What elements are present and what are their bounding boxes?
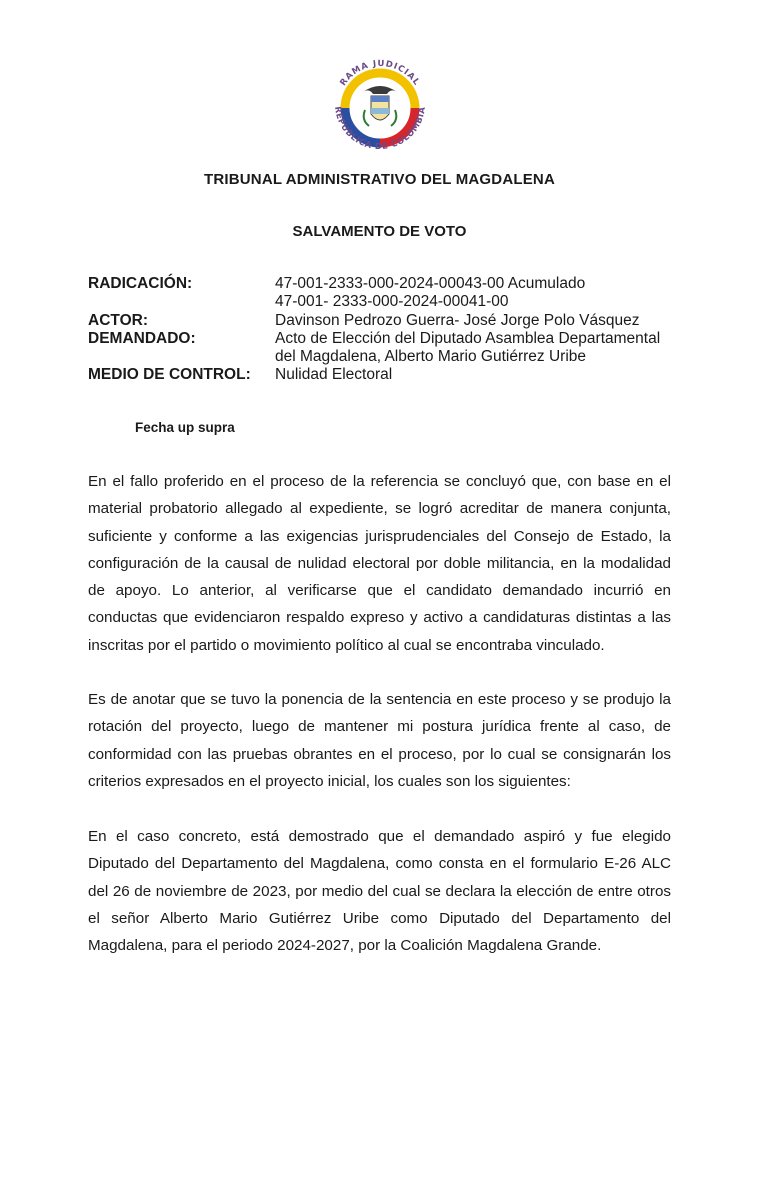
- actor-line: Davinson Pedrozo Guerra- José Jorge Polo Vásquez: [275, 311, 640, 329]
- case-info-row-actor: [88, 312, 688, 330]
- demandado-line-2: del Magdalena, Alberto Mario Gutiérrez Uribe: [275, 348, 587, 366]
- case-info-label: DEMANDADO:: [88, 329, 196, 347]
- body-paragraph-1: En el fallo proferido en el proceso de la referencia se concluyó que, con base en el material probatorio allegado al expediente, se logró acreditar de manera conjunta, suficiente y conforme a las exigencias jurisprudenciales del Consejo de Estado, la configuración de la causal de nulidad electoral por doble militancia, en la modalidad de apoyo. Lo anterior, al verificarse que el candidato demandado incurrió en conductas que evidenciaron respaldo expreso y activo a candidaturas distintas a las inscritas por el partido o movimiento político al cual se encontraba vinculado.: [88, 473, 671, 654]
- demandado-line-1: Acto de Elección del Diputado Asamblea Departamental: [275, 329, 661, 347]
- date-line: Fecha up supra: [135, 420, 235, 435]
- case-info-label: RADICACIÓN:: [88, 275, 193, 292]
- case-info-value: [275, 366, 688, 384]
- document-title: SALVAMENTO DE VOTO: [292, 223, 467, 240]
- svg-text:REPUBLICA DE COLOMBIA: REPUBLICA DE COLOMBIA: [331, 105, 429, 153]
- case-info-value: [275, 330, 688, 367]
- body-paragraph-3: En el caso concreto, está demostrado que el demandado aspiró y fue elegido Diputado del Departamento del Magdalena, como consta en el formulario E-26 ALC del 26 de noviembre de 2023, por medio del cual se declara la elección de entre otros el señor Alberto Mario Gutiérrez Uribe como Diputado del Departamento del Magdalena, para el periodo 2024-2027, por la Coalición Magdalena Grande.: [88, 828, 671, 955]
- case-info-value: [275, 312, 688, 330]
- case-info-label: MEDIO DE CONTROL:: [88, 366, 251, 384]
- case-info-row-demandado: [88, 330, 688, 367]
- rama-judicial-seal-icon: [321, 48, 439, 160]
- svg-text:RAMA JUDICIAL: RAMA JUDICIAL: [338, 58, 422, 88]
- case-info-value: [275, 275, 688, 312]
- medio-de-control-line: Nulidad Electoral: [275, 366, 393, 384]
- case-info-label: ACTOR:: [88, 311, 148, 329]
- case-info-row-radicacion: [88, 275, 688, 312]
- court-name: TRIBUNAL ADMINISTRATIVO DEL MAGDALENA: [203, 171, 555, 188]
- radicacion-line-2: 47-001- 2333-000-2024-00041-00: [275, 293, 509, 311]
- case-info: [88, 275, 688, 385]
- radicacion-line-1: 47-001-2333-000-2024-00043-00 Acumulado: [275, 275, 586, 292]
- body-paragraph-2: Es de anotar que se tuvo la ponencia de la sentencia en este proceso y se produjo la rotación del proyecto, luego de mantener mi postura jurídica frente al caso, de conformidad con las pruebas obrantes en el proceso, por lo cual se consignarán los criterios expresados en el proyecto inicial, los cuales son los siguientes:: [88, 691, 671, 790]
- case-info-row-medio-de-control: [88, 366, 688, 384]
